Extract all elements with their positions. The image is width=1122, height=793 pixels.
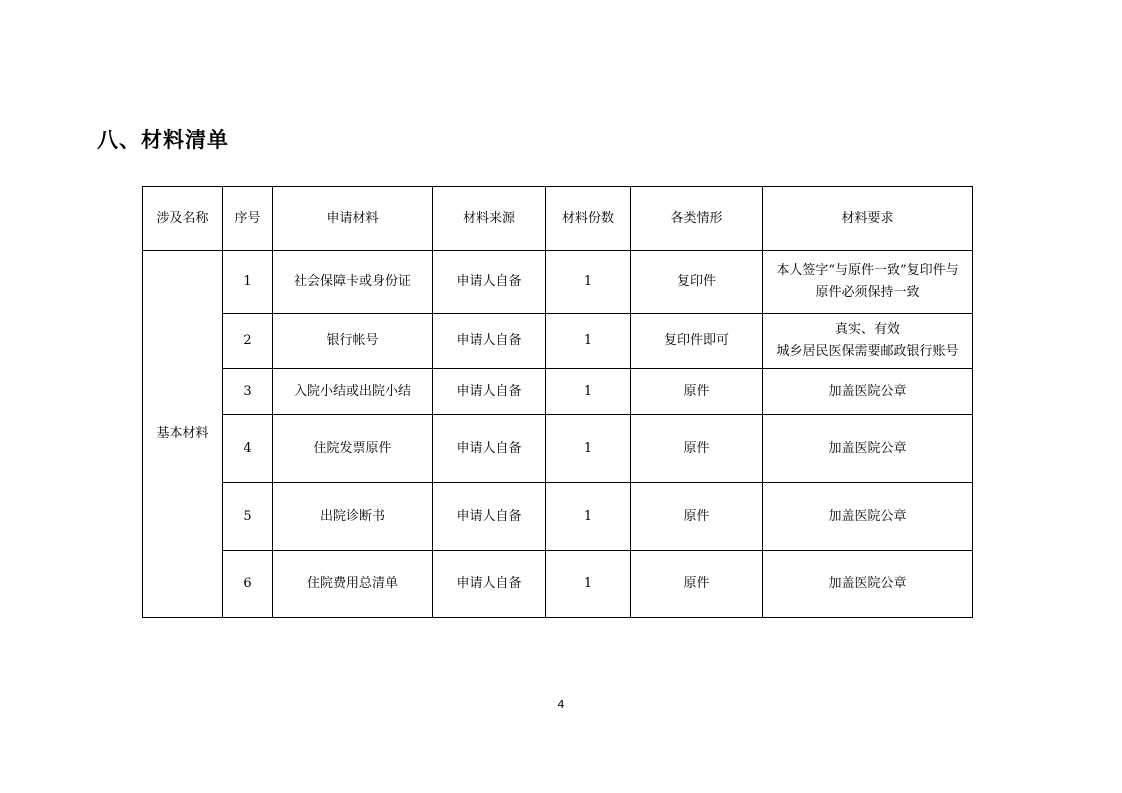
seq-cell: 5 bbox=[223, 483, 273, 551]
header-cell: 材料要求 bbox=[763, 187, 973, 251]
requirement-cell: 加盖医院公章 bbox=[763, 551, 973, 618]
copies-cell: 1 bbox=[546, 314, 631, 369]
table-header-row bbox=[143, 187, 973, 251]
situation-cell: 原件 bbox=[631, 415, 763, 483]
material-cell: 银行帐号 bbox=[273, 314, 433, 369]
source-cell: 申请人自备 bbox=[433, 483, 546, 551]
material-cell: 住院发票原件 bbox=[273, 415, 433, 483]
requirement-cell: 加盖医院公章 bbox=[763, 369, 973, 415]
copies-cell: 1 bbox=[546, 551, 631, 618]
requirement-line: 本人签字“与原件一致”复印件与 bbox=[776, 263, 959, 278]
seq-cell: 2 bbox=[223, 314, 273, 369]
requirement-cell: 加盖医院公章 bbox=[763, 483, 973, 551]
source-cell: 申请人自备 bbox=[433, 251, 546, 314]
header-cell: 序号 bbox=[223, 187, 273, 251]
source-cell: 申请人自备 bbox=[433, 551, 546, 618]
situation-cell: 复印件即可 bbox=[631, 314, 763, 369]
requirement-cell bbox=[763, 314, 973, 369]
header-cell: 涉及名称 bbox=[143, 187, 223, 251]
seq-cell: 4 bbox=[223, 415, 273, 483]
situation-cell: 原件 bbox=[631, 483, 763, 551]
header-cell: 各类情形 bbox=[631, 187, 763, 251]
requirement-cell bbox=[763, 251, 973, 314]
material-cell: 入院小结或出院小结 bbox=[273, 369, 433, 415]
situation-cell: 复印件 bbox=[631, 251, 763, 314]
header-cell: 材料份数 bbox=[546, 187, 631, 251]
table-row bbox=[143, 369, 973, 415]
seq-cell: 6 bbox=[223, 551, 273, 618]
source-cell: 申请人自备 bbox=[433, 369, 546, 415]
source-cell: 申请人自备 bbox=[433, 314, 546, 369]
table-row bbox=[143, 251, 973, 314]
situation-cell: 原件 bbox=[631, 369, 763, 415]
copies-cell: 1 bbox=[546, 369, 631, 415]
seq-cell: 1 bbox=[223, 251, 273, 314]
copies-cell: 1 bbox=[546, 251, 631, 314]
material-cell: 住院费用总清单 bbox=[273, 551, 433, 618]
header-cell: 材料来源 bbox=[433, 187, 546, 251]
section-title: 八、材料清单 bbox=[97, 128, 229, 152]
table-row bbox=[143, 314, 973, 369]
requirement-line: 真实、有效 bbox=[834, 322, 900, 337]
materials-table bbox=[142, 186, 973, 618]
header-cell: 申请材料 bbox=[273, 187, 433, 251]
group-label-cell: 基本材料 bbox=[143, 251, 223, 618]
table-row bbox=[143, 415, 973, 483]
requirement-cell: 加盖医院公章 bbox=[763, 415, 973, 483]
seq-cell: 3 bbox=[223, 369, 273, 415]
page-number: 4 bbox=[557, 698, 565, 711]
situation-cell: 原件 bbox=[631, 551, 763, 618]
table-row bbox=[143, 551, 973, 618]
material-cell: 社会保障卡或身份证 bbox=[273, 251, 433, 314]
copies-cell: 1 bbox=[546, 415, 631, 483]
table-row bbox=[143, 483, 973, 551]
copies-cell: 1 bbox=[546, 483, 631, 551]
material-cell: 出院诊断书 bbox=[273, 483, 433, 551]
source-cell: 申请人自备 bbox=[433, 415, 546, 483]
requirement-line: 城乡居民医保需要邮政银行账号 bbox=[776, 344, 959, 359]
requirement-line: 原件必须保持一致 bbox=[815, 285, 920, 300]
